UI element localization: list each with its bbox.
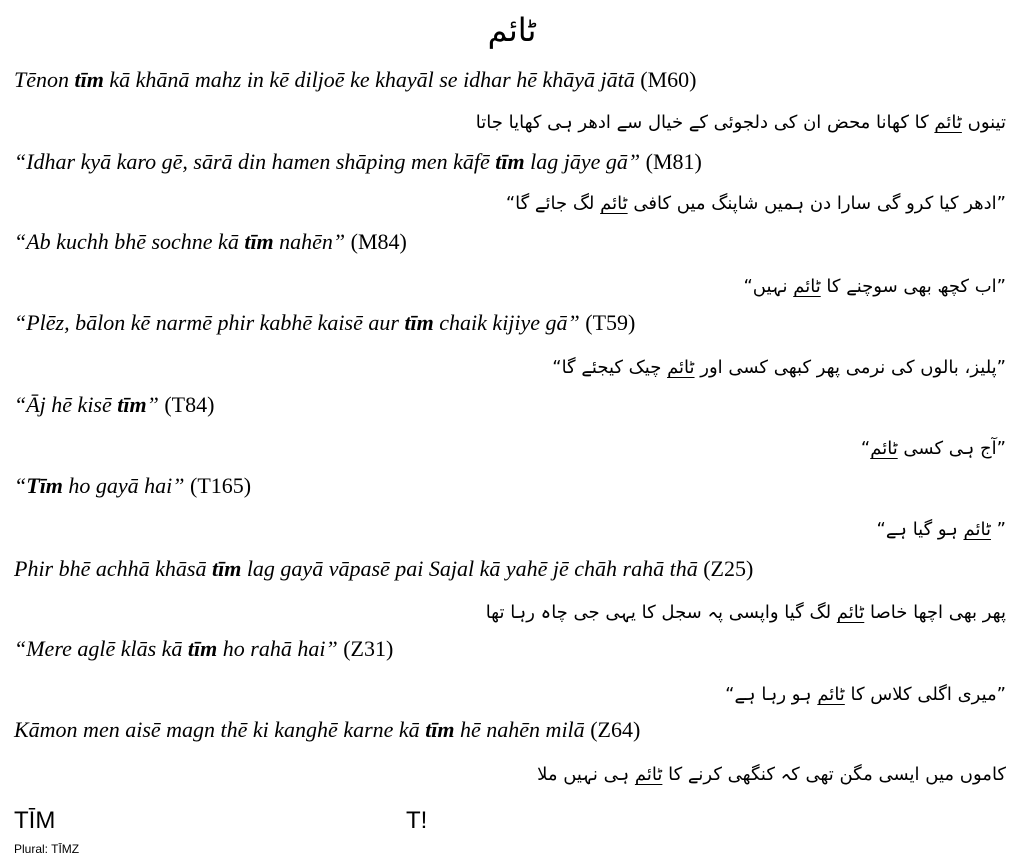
urdu-keyword: ٹائم bbox=[793, 276, 821, 297]
keyword: tīm bbox=[244, 229, 274, 254]
source-reference: (Z64) bbox=[590, 717, 641, 742]
example-text: chaik kijiye gā” bbox=[433, 310, 586, 335]
example-urdu bbox=[26, 189, 1006, 219]
source-reference: (Z25) bbox=[703, 556, 754, 581]
example-urdu bbox=[26, 108, 1006, 138]
urdu-text: چیک کیجئے گا“ bbox=[552, 357, 668, 378]
urdu-keyword: ٹائم bbox=[870, 438, 898, 459]
urdu-keyword: ٹائم bbox=[817, 684, 845, 705]
keyword: tīm bbox=[117, 392, 147, 417]
example-text: Tēnon bbox=[14, 67, 75, 92]
example-urdu bbox=[26, 353, 1006, 383]
example-urdu bbox=[26, 434, 1006, 464]
keyword: tīm bbox=[495, 149, 525, 174]
example-urdu bbox=[26, 515, 1006, 545]
example-text: “Idhar kyā karo gē, sārā din hamen shāping men kāfē bbox=[14, 149, 496, 174]
urdu-text: لگ جائے گا“ bbox=[505, 193, 601, 214]
example-urdu bbox=[26, 272, 1006, 302]
urdu-text: تینوں bbox=[961, 112, 1006, 133]
example-transliteration bbox=[14, 228, 1004, 256]
example-text: ho rahā hai” bbox=[217, 636, 344, 661]
urdu-keyword: ٹائم bbox=[634, 764, 663, 785]
example-transliteration bbox=[14, 635, 1004, 663]
keyword: tīm bbox=[74, 67, 104, 92]
urdu-keyword: ٹائم bbox=[934, 112, 962, 133]
example-text: Phir bhē achhā khāsā bbox=[14, 556, 212, 581]
urdu-text: کاموں میں ایسی مگن تھی کہ کنگھی کرنے کا bbox=[662, 764, 1006, 785]
keyword: Tīm bbox=[26, 473, 63, 498]
source-reference: (M60) bbox=[640, 67, 697, 92]
urdu-keyword: ٹائم bbox=[600, 193, 628, 214]
example-text: hē nahēn milā bbox=[454, 717, 591, 742]
urdu-text: ”اب کچھ بھی سوچنے کا bbox=[820, 276, 1006, 297]
example-transliteration bbox=[14, 716, 1004, 744]
urdu-text: ہی نہیں ملا bbox=[537, 764, 635, 785]
source-reference: (T59) bbox=[585, 310, 636, 335]
example-text: kā khānā mahz in kē diljoē ke khayāl se idhar hē khāyā jātā bbox=[103, 67, 641, 92]
example-text: nahēn” bbox=[273, 229, 351, 254]
keyword: tīm bbox=[404, 310, 434, 335]
example-text: “ bbox=[14, 473, 27, 498]
urdu-keyword: ٹائم bbox=[667, 357, 695, 378]
headword: TĪM bbox=[14, 807, 56, 834]
example-text: lag jāye gā” bbox=[524, 149, 646, 174]
keyword: tīm bbox=[187, 636, 218, 661]
example-text: Kāmon men aisē magn thē ki kanghē karne kā bbox=[14, 717, 426, 742]
urdu-text: ”پلیز، بالوں کی نرمی پھر کبھی کسی اور bbox=[694, 357, 1006, 378]
example-text: ” bbox=[146, 392, 165, 417]
source-reference: (M81) bbox=[645, 149, 702, 174]
example-text: “Āj hē kisē bbox=[14, 392, 118, 417]
example-text: lag gayā vāpasē pai Sajal kā yahē jē chāh rahā thā bbox=[241, 556, 704, 581]
example-urdu bbox=[26, 598, 1006, 628]
urdu-text: ”ادھر کیا کرو گی سارا دن ہمیں شاپنگ میں کافی bbox=[627, 193, 1006, 214]
urdu-text: لگ گیا واپسی پہ سجل کا یہی جی چاہ رہا تھا bbox=[485, 602, 837, 623]
example-text: “Plēz, bālon kē narmē phir kabhē kaisē aur bbox=[14, 310, 405, 335]
example-transliteration bbox=[14, 391, 1004, 419]
example-transliteration bbox=[14, 148, 1004, 176]
urdu-keyword: ٹائم bbox=[963, 519, 991, 540]
example-text: “Mere aglē klās kā bbox=[14, 636, 188, 661]
example-text: ho gayā hai” bbox=[62, 473, 191, 498]
example-transliteration bbox=[14, 555, 1004, 583]
urdu-text: پھر بھی اچھا خاصا bbox=[864, 602, 1006, 623]
keyword: tīm bbox=[211, 556, 242, 581]
urdu-text: ہو رہا ہے“ bbox=[725, 684, 818, 705]
page-title: ٹائم bbox=[487, 11, 537, 49]
source-reference: (Z31) bbox=[343, 636, 394, 661]
form-code: T! bbox=[406, 807, 428, 834]
plural-note: Plural: TĪMZ bbox=[14, 842, 80, 856]
urdu-text: “ bbox=[860, 438, 871, 459]
example-urdu bbox=[26, 680, 1006, 710]
source-reference: (M84) bbox=[350, 229, 407, 254]
keyword: tīm bbox=[425, 717, 455, 742]
urdu-keyword: ٹائم bbox=[836, 602, 865, 623]
urdu-text: ”آج ہی کسی bbox=[897, 438, 1006, 459]
example-transliteration bbox=[14, 472, 1004, 500]
urdu-text: ”میری اگلی کلاس کا bbox=[844, 684, 1006, 705]
urdu-text: نہیں“ bbox=[743, 276, 794, 297]
urdu-text: ” bbox=[990, 519, 1006, 540]
source-reference: (T84) bbox=[164, 392, 215, 417]
urdu-text: ہو گیا ہے“ bbox=[876, 519, 964, 540]
example-urdu bbox=[26, 760, 1006, 790]
example-text: “Ab kuchh bhē sochne kā bbox=[14, 229, 245, 254]
example-transliteration bbox=[14, 309, 1004, 337]
source-reference: (T165) bbox=[190, 473, 252, 498]
urdu-text: کا کھانا محض ان کی دلجوئی کے خیال سے ادھر ہی کھایا جاتا bbox=[475, 112, 935, 133]
example-transliteration bbox=[14, 66, 1004, 94]
